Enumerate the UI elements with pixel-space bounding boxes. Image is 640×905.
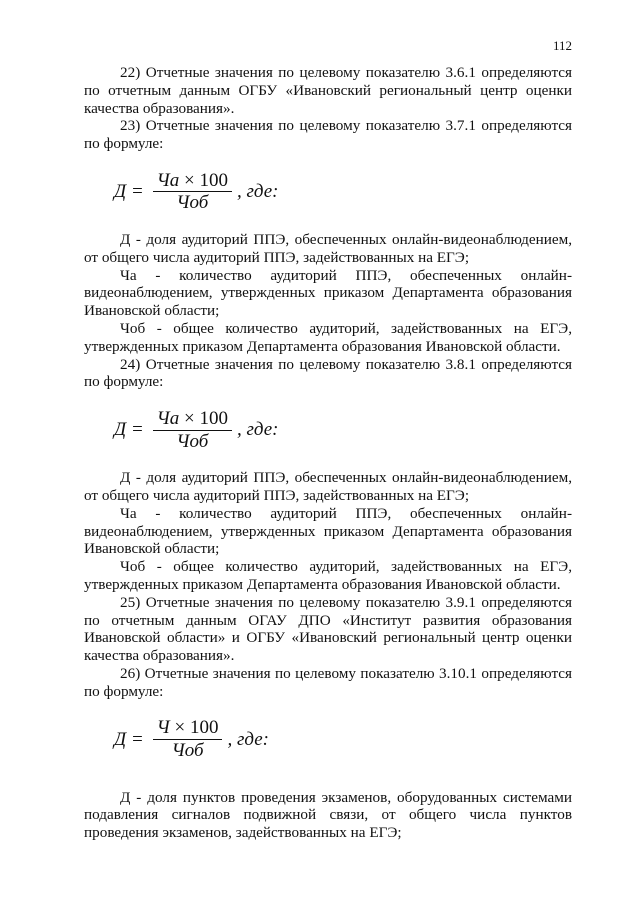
paragraph-24: 24) Отчетные значения по целевому показателю 3.8.1 определяются по формуле: — [84, 355, 572, 391]
definition-chob-2: Чоб - общее количество аудиторий, задействованных на ЕГЭ, утвержденных приказом Департамента образования Ивановской области. — [84, 558, 572, 593]
formula-tail: , где: — [227, 728, 270, 750]
fraction-denominator: Чоб — [176, 430, 209, 452]
definition-d-1: Д - доля аудиторий ППЭ, обеспеченных онлайн-видеонаблюдением, от общего числа аудиторий ППЭ, задействованных на ЕГЭ; — [84, 230, 572, 266]
numerator-variable: Ча — [156, 407, 180, 429]
definition-d-3: Д - доля пунктов проведения экзаменов, оборудованных системами подавления сигналов подвижной связи, от общего числа пунктов проведения экзаменов, задействованных на ЕГЭ; — [84, 788, 572, 842]
formula-3-7-1 — [84, 153, 572, 231]
formula-tail: , где: — [236, 419, 279, 441]
definition-cha-1: Ча - количество аудиторий ППЭ, обеспеченных онлайн-видеонаблюдением, утвержденных приказом Департамента образования Ивановской области; — [84, 266, 572, 320]
fraction-denominator: Чоб — [171, 740, 204, 762]
definition-chob-1: Чоб - общее количество аудиторий, задействованных на ЕГЭ, утвержденных приказом Департамента образования Ивановской области. — [84, 319, 572, 355]
numerator-digits: 100 — [189, 717, 219, 739]
numerator-times: × — [179, 407, 200, 429]
numerator-times: × — [179, 169, 200, 191]
fraction-numerator — [153, 719, 223, 740]
formula-fraction — [153, 169, 232, 214]
paragraph-25: 25) Отчетные значения по целевому показателю 3.9.1 определяются по отчетным данным ОГАУ ДПО «Институт развития образования Ивановской области» и ОГБУ «Ивановский региональный центр оценки качества образования». — [84, 593, 572, 665]
document-body — [84, 64, 572, 842]
fraction-denominator: Чоб — [176, 192, 209, 214]
fraction-numerator — [153, 169, 232, 193]
numerator-variable: Ч — [156, 717, 170, 739]
paragraph-26: 26) Отчетные значения по целевому показателю 3.10.1 определяются по формуле: — [84, 664, 572, 700]
numerator-digits: 100 — [199, 169, 228, 191]
formula-fraction — [153, 407, 232, 452]
definition-cha-2: Ча - количество аудиторий ППЭ, обеспеченных онлайн-видеонаблюдением, утвержденных приказом Департамента образования Ивановской области; — [84, 504, 572, 558]
formula-fraction — [153, 719, 223, 760]
page-number: 112 — [552, 38, 572, 53]
fraction-numerator — [153, 407, 232, 431]
formula-3-10-1 — [84, 701, 572, 779]
paragraph-22: 22) Отчетные значения по целевому показателю 3.6.1 определяются по отчетным данным ОГБУ «Ивановский региональный центр оценки качества образования». — [84, 64, 572, 117]
numerator-times: × — [169, 717, 190, 739]
formula-lhs: Д = — [114, 181, 144, 203]
formula-lhs: Д = — [114, 419, 144, 441]
formula-lhs: Д = — [114, 728, 144, 750]
paragraph-23: 23) Отчетные значения по целевому показателю 3.7.1 определяются по формуле: — [84, 117, 572, 153]
formula-3-8-1 — [84, 391, 572, 469]
formula-tail: , где: — [236, 181, 279, 203]
numerator-variable: Ча — [156, 169, 180, 191]
numerator-digits: 100 — [199, 407, 228, 429]
definition-d-2: Д - доля аудиторий ППЭ, обеспеченных онлайн-видеонаблюдением, от общего числа аудиторий ППЭ, задействованных на ЕГЭ; — [84, 469, 572, 504]
spacer — [84, 779, 572, 789]
